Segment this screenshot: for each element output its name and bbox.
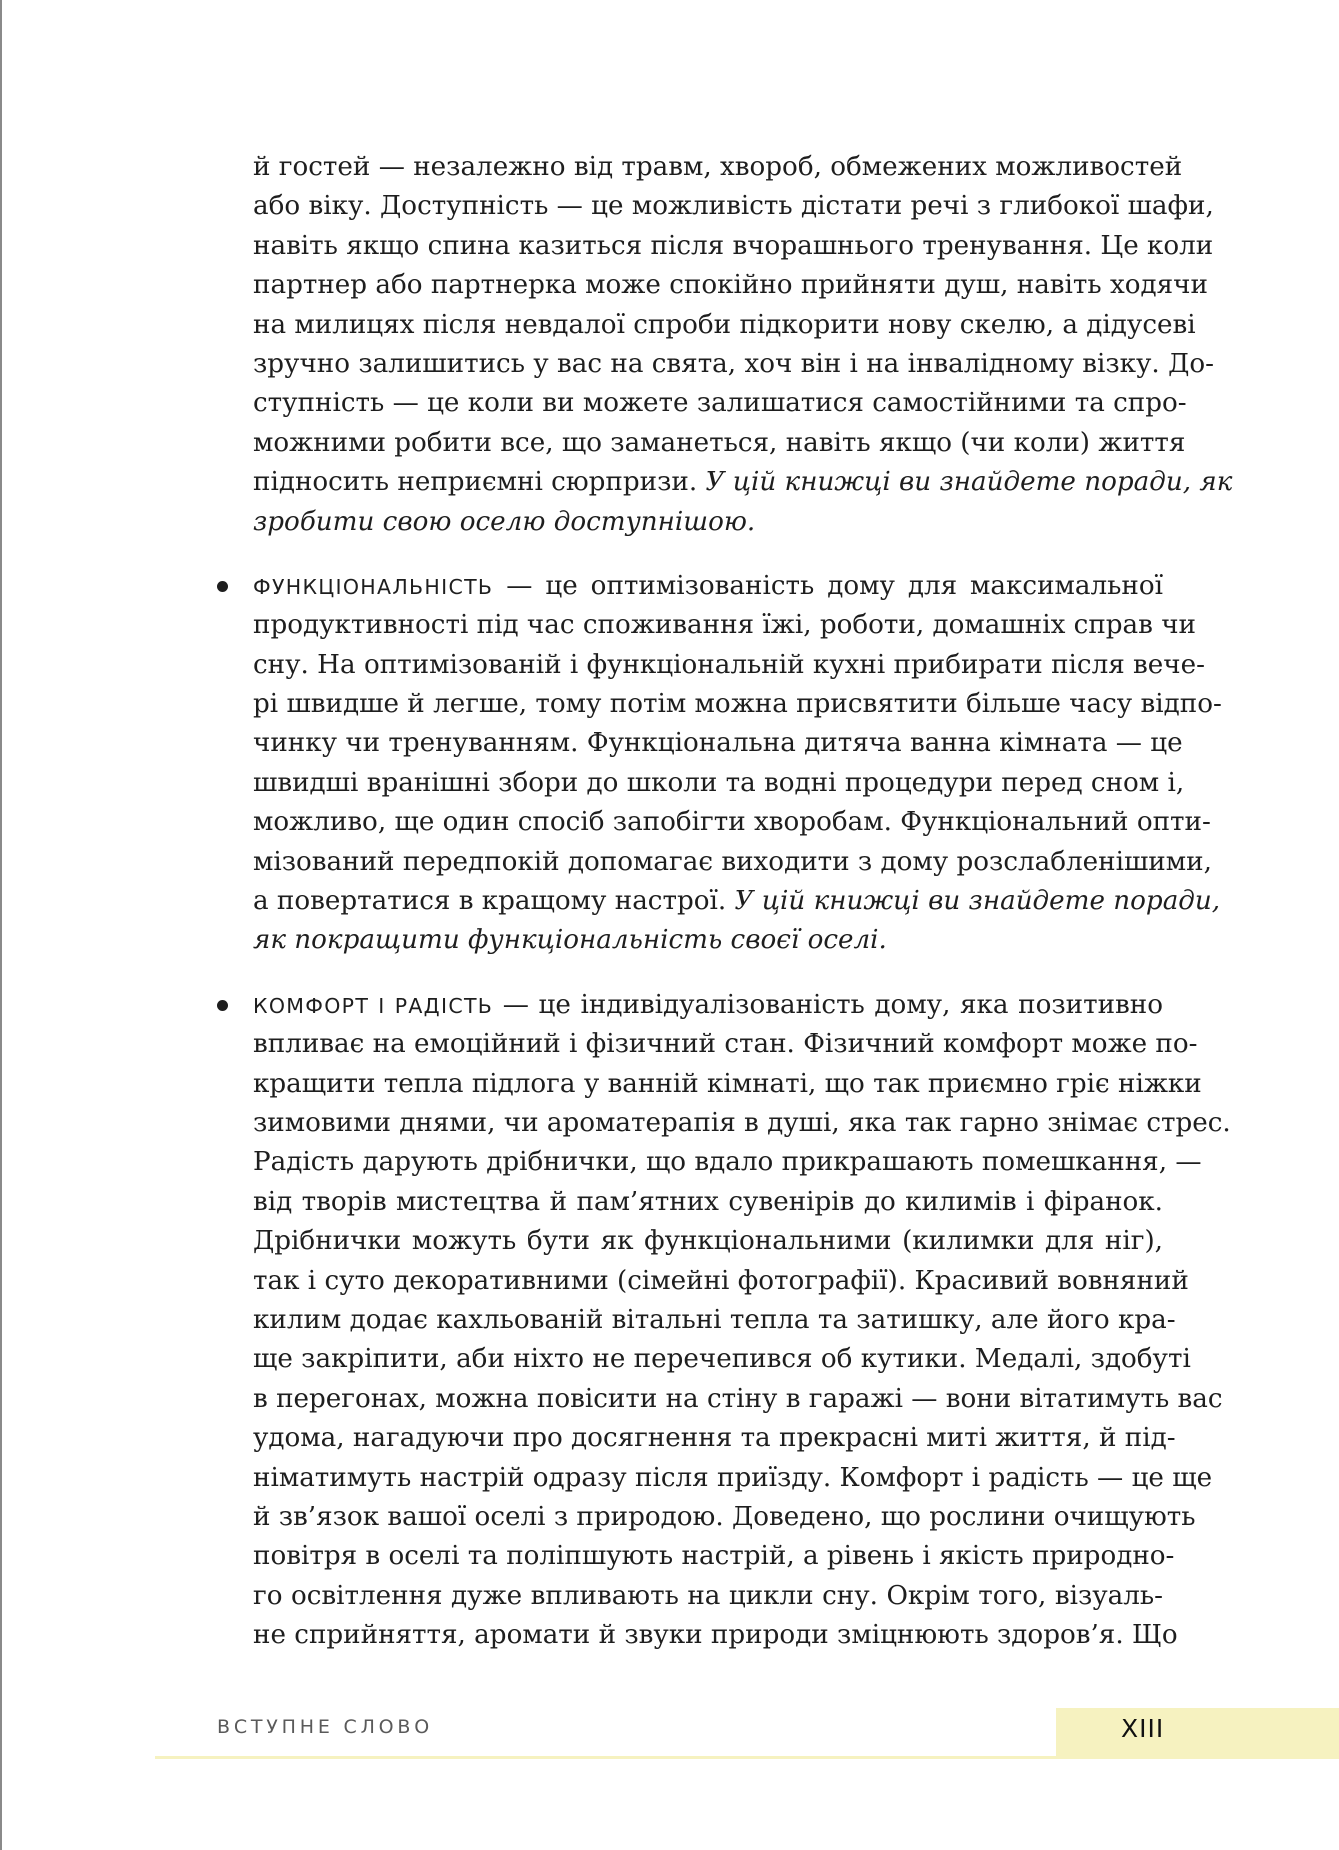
text-line: кращити тепла підлога у ванній кімнаті, що так приємно гріє ніжки [253, 1068, 1202, 1099]
text-line: зимовими днями, чи ароматерапія в душі, яка так гарно знімає стрес. [253, 1107, 1231, 1138]
text-line: швидші вранішні збори до школи та водні процедури перед сном і, [253, 767, 1185, 798]
text-line [253, 986, 1163, 1025]
page-number-box [1056, 1708, 1339, 1756]
text-line: го освітлення дуже впливають на цикли сну. Окрім того, візуаль- [253, 1580, 1163, 1611]
plain-text: підносить неприємні сюрпризи. [253, 467, 698, 498]
plain-text: — це оптимізованість дому для максимальної [493, 570, 1163, 601]
plain-text: — це індивідуалізованість дому, яка позитивно [493, 989, 1163, 1020]
bullet-term: ФУНКЦІОНАЛЬНІСТЬ [253, 574, 494, 599]
italic-tip: зробити свою оселю доступнішою. [253, 506, 756, 537]
text-line [253, 921, 1163, 960]
text-line [253, 463, 1233, 502]
footer-rule [155, 1756, 1339, 1759]
text-line: рі швидше й легше, тому потім можна присвятити більше часу відпо- [253, 689, 1222, 720]
text-line [253, 567, 1163, 606]
italic-tip: як покращити функціональність своєї оселі. [253, 925, 887, 956]
text-line: килим додає кахльованій вітальні тепла та затишку, але його кра- [253, 1304, 1176, 1335]
text-line: на милицях після невдалої спроби підкорити нову скелю, а дідусеві [253, 309, 1196, 340]
text-line: й зв’язок вашої оселі з природою. Доведено, що рослини очищують [253, 1501, 1196, 1532]
bullet-comfort-joy [253, 986, 1231, 1656]
plain-text: а повертатися в кращому настрої. [253, 886, 727, 917]
text-line: продуктивності під час споживання їжі, роботи, домашніх справ чи [253, 610, 1196, 641]
text-line: не сприйняття, аромати й звуки природи зміцнюють здоров’я. Що [253, 1620, 1178, 1651]
body-text [253, 148, 1233, 1655]
italic-tip: У цій книжці ви знайдете поради, як [705, 467, 1233, 498]
text-line [253, 503, 1163, 542]
bullet-functionality [253, 567, 1222, 961]
text-line: повітря в оселі та поліпшують настрій, а рівень і якість природно- [253, 1541, 1175, 1572]
page-edge-rule [0, 0, 2, 1850]
text-line [253, 882, 1221, 921]
accessibility-paragraph [253, 148, 1233, 542]
text-line: Дрібнички можуть бути як функціональними (килимки для ніг), [253, 1226, 1163, 1257]
text-line: ступність — це коли ви можете залишатися самостійними та спро- [253, 388, 1187, 419]
text-line: впливає на емоційний і фізичний стан. Фізичний комфорт може по- [253, 1029, 1198, 1060]
text-line: партнер або партнерка може спокійно прийняти душ, навіть ходячи [253, 270, 1208, 301]
text-line: навіть якщо спина казиться після вчорашнього тренування. Це коли [253, 230, 1214, 261]
text-line: й гостей — незалежно від травм, хвороб, обмежених можливостей [253, 152, 1183, 182]
italic-tip: У цій книжці ви знайдете поради, [734, 886, 1221, 917]
text-line: сну. На оптимізованій і функціональній кухні прибирати після вече- [253, 649, 1205, 680]
text-line: мізований передпокій допомагає виходити з дому розслабленішими, [253, 846, 1212, 877]
bullet-dot [217, 1000, 228, 1011]
text-line: можливо, ще один спосіб запобігти хворобам. Функціональний опти- [253, 807, 1211, 838]
text-line: удома, нагадуючи про досягнення та прекрасні миті життя, й під- [253, 1423, 1176, 1454]
text-line: чинку чи тренуванням. Функціональна дитяча ванна кімната — це [253, 728, 1183, 759]
text-line: німатимуть настрій одразу після приїзду. Комфорт і радість — це ще [253, 1462, 1213, 1493]
text-line: від творів мистецтва й пам’ятних сувенірів до килимів і фіранок. [253, 1186, 1163, 1217]
text-line: Радість дарують дрібнички, що вдало прикрашають помешкання, — [253, 1147, 1202, 1178]
text-line: в перегонах, можна повісити на стіну в гаражі — вони вітатимуть вас [253, 1383, 1223, 1414]
page-footer [155, 1708, 1339, 1756]
text-line: ще закріпити, аби ніхто не перечепився об кутики. Медалі, здобуті [253, 1344, 1191, 1375]
bullet-term: КОМФОРТ І РАДІСТЬ [253, 993, 494, 1018]
text-line: або віку. Доступність — це можливість дістати речі з глибокої шафи, [253, 191, 1214, 222]
bullet-dot [217, 581, 228, 592]
text-line: так і суто декоративними (сімейні фотографії). Красивий вовняний [253, 1265, 1189, 1296]
running-head: ВСТУПНЕ СЛОВО [217, 1716, 434, 1738]
text-line: зручно залишитись у вас на свята, хоч він і на інвалідному візку. До- [253, 348, 1214, 379]
page-number: XIII [1121, 1714, 1165, 1743]
text-line: можними робити все, що заманеться, навіть якщо (чи коли) життя [253, 427, 1186, 458]
